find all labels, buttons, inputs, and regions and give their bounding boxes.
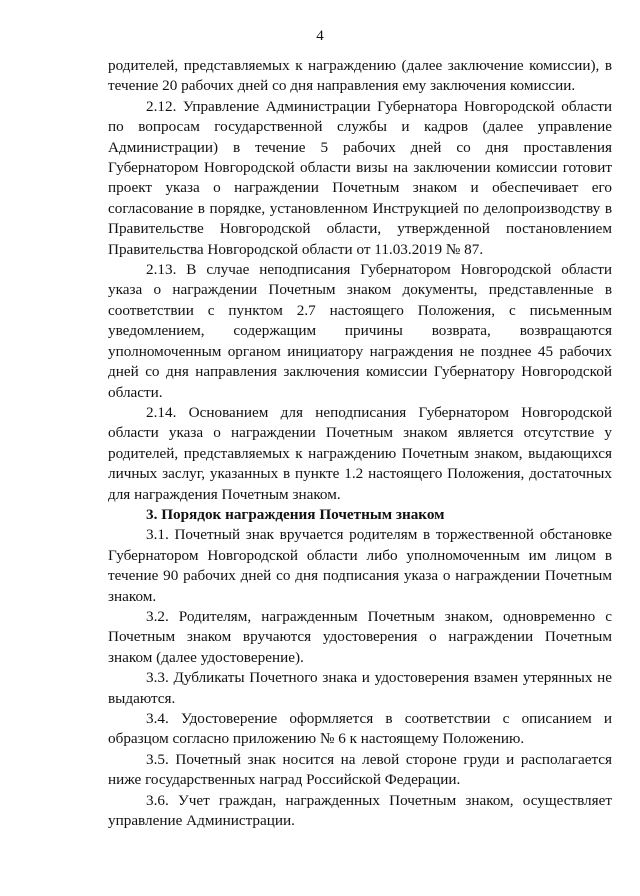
paragraph-2-14: 2.14. Основанием для неподписания Губернатором Новгородской области указа о награждении Почетным знаком является отсутствие у родителей, представляемых к награждению Почетным знаком, выдающихся личных заслуг, указанных в пункте 1.2 настоящего Положения, достаточных для награждения Почетным знаком. xyxy=(108,403,612,503)
paragraph-3-2: 3.2. Родителям, награжденным Почетным знаком, одновременно с Почетным знаком вручаются удостоверения о награждении Почетным знаком (далее удостоверение). xyxy=(108,607,612,666)
paragraph-3-3: 3.3. Дубликаты Почетного знака и удостоверения взамен утерянных не выдаются. xyxy=(108,669,612,707)
paragraph-3-1: 3.1. Почетный знак вручается родителям в торжественной обстановке Губернатором Новгородской области либо уполномоченным им лицом в течение 90 рабочих дней со дня подписания указа о награждении Почетным знаком. xyxy=(108,526,612,605)
paragraph-2-12: 2.12. Управление Администрации Губернатора Новгородской области по вопросам государственной службы и кадров (далее управление Администрации) в течение 5 рабочих дней со дня проставления Губернатором Новгородской области визы на заключении комиссии готовит проект указа о награждении Почетным знаком и обеспечивает его согласование в порядке, установленном Инструкцией по делопроизводству в Правительстве Новгородской области, утвержденной постановлением Правительства Новгородской области от 11.03.2019 № 87. xyxy=(108,97,612,258)
paragraph-3-4: 3.4. Удостоверение оформляется в соответствии с описанием и образцом согласно приложению № 6 к настоящему Положению. xyxy=(108,710,612,748)
paragraph-continuation: родителей, представляемых к награждению (далее заключение комиссии), в течение 20 рабочих дней со дня направления ему заключения комиссии. xyxy=(108,57,612,95)
paragraph-2-13: 2.13. В случае неподписания Губернатором Новгородской области указа о награждении Почетным знаком документы, представленные в соответствии с пунктом 2.7 настоящего Положения, с письменным уведомлением, содержащим причины возврата, возвращаются уполномоченным органом инициатору награждения не позднее 45 рабочих дней со дня направления заключения комиссии Губернатору Новгородской области. xyxy=(108,261,612,401)
paragraph-3-5: 3.5. Почетный знак носится на левой стороне груди и располагается ниже государственных наград Российской Федерации. xyxy=(108,750,612,789)
paragraph-3-6: 3.6. Учет граждан, награжденных Почетным знаком, осуществляет управление Администрации. xyxy=(108,791,612,830)
section-3-heading: 3. Порядок награждения Почетным знаком xyxy=(146,505,445,523)
document-body xyxy=(108,56,612,831)
page-number: 4 xyxy=(316,28,324,44)
